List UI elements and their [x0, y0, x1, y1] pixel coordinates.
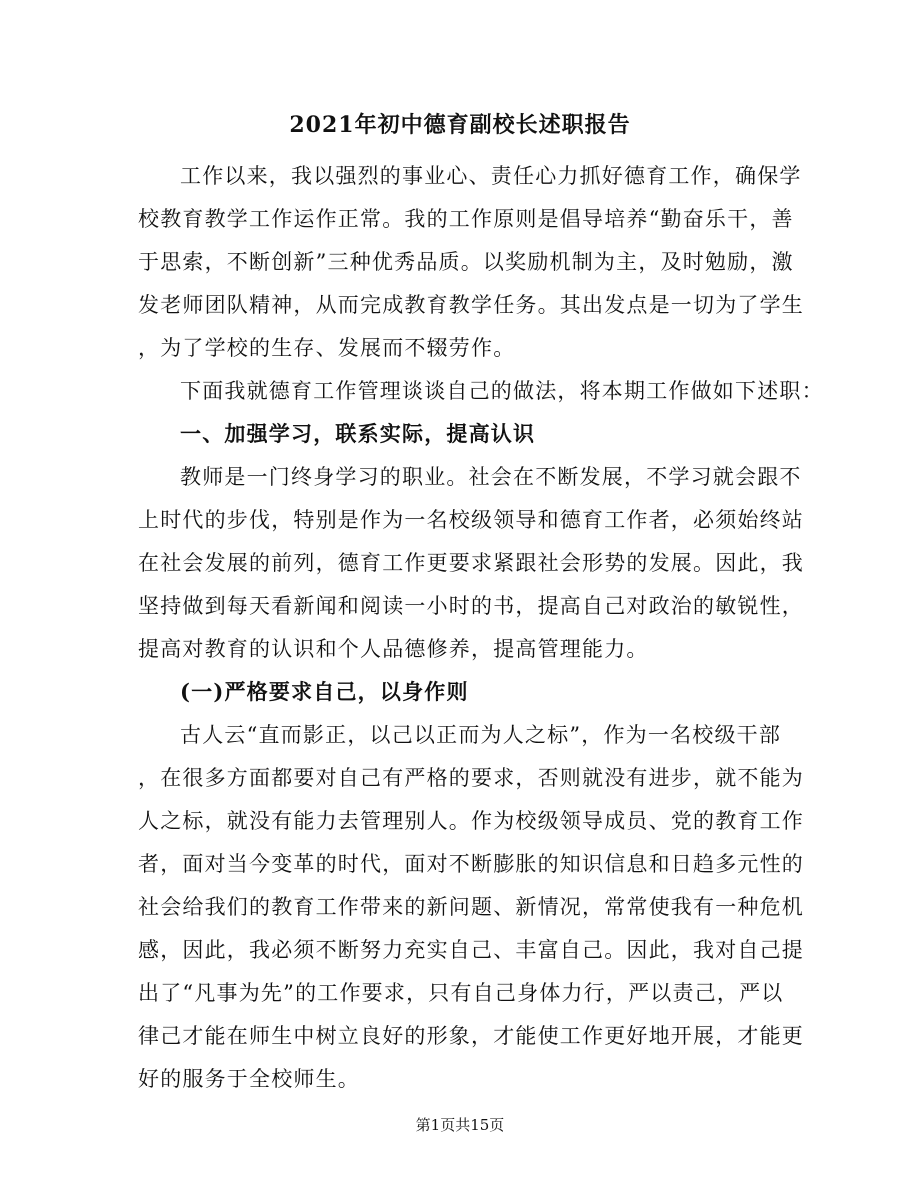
paragraph-line: 律己才能在师生中树立良好的形象，才能使工作更好地开展，才能更 [138, 1024, 804, 1048]
subsection-heading: (一)严格要求自己，以身作则 [180, 679, 469, 704]
paragraph-line: ，为了学校的生存、发展而不辍劳作。 [138, 336, 516, 360]
paragraph-line: 提高对教育的认识和个人品德修养，提高管理能力。 [138, 637, 649, 661]
document-title: 2021年初中德育副校长述职报告 [289, 112, 631, 138]
paragraph-line: 坚持做到每天看新闻和阅读一小时的书，提高自己对政治的敏锐性， [138, 594, 804, 618]
paragraph-line: 在社会发展的前列，德育工作更要求紧跟社会形势的发展。因此，我 [138, 551, 804, 575]
section-heading: 一、加强学习，联系实际，提高认识 [180, 421, 536, 446]
paragraph-line: 感，因此，我必须不断努力充实自己、丰富自己。因此，我对自己提 [138, 938, 804, 962]
paragraph-line: 出了“凡事为先”的工作要求，只有自己身体力行，严以责己，严以 [138, 981, 784, 1005]
paragraph-line: 人之标，就没有能力去管理别人。作为校级领导成员、党的教育工作 [138, 809, 804, 833]
paragraph-line: 下面我就德育工作管理谈谈自己的做法，将本期工作做如下述职： [180, 379, 824, 403]
paragraph-line: 于思索，不断创新”三种优秀品质。以奖励机制为主，及时勉励，激 [138, 250, 794, 274]
paragraph-line: 者，面对当今变革的时代，面对不断膨胀的知识信息和日趋多元性的 [138, 852, 804, 876]
page-number: 第1页共15页 [415, 1116, 505, 1134]
paragraph-line: 教师是一门终身学习的职业。社会在不断发展，不学习就会跟不 [180, 465, 802, 489]
paragraph-line: 好的服务于全校师生。 [138, 1067, 360, 1091]
paragraph-line: 校教育教学工作运作正常。我的工作原则是倡导培养“勤奋乐干，善 [138, 207, 794, 231]
paragraph-line: 发老师团队精神，从而完成教育教学任务。其出发点是一切为了学生 [138, 293, 804, 317]
paragraph-line: 上时代的步伐，特别是作为一名校级领导和德育工作者，必须始终站 [138, 508, 804, 532]
paragraph-line: 古人云“直而影正，以己以正而为人之标”，作为一名校级干部 [180, 723, 782, 747]
paragraph-line: 工作以来，我以强烈的事业心、责任心力抓好德育工作，确保学 [180, 164, 802, 188]
paragraph-line: 社会给我们的教育工作带来的新问题、新情况，常常使我有一种危机 [138, 895, 804, 919]
paragraph-line: ，在很多方面都要对自己有严格的要求，否则就没有进步，就不能为 [138, 766, 804, 790]
